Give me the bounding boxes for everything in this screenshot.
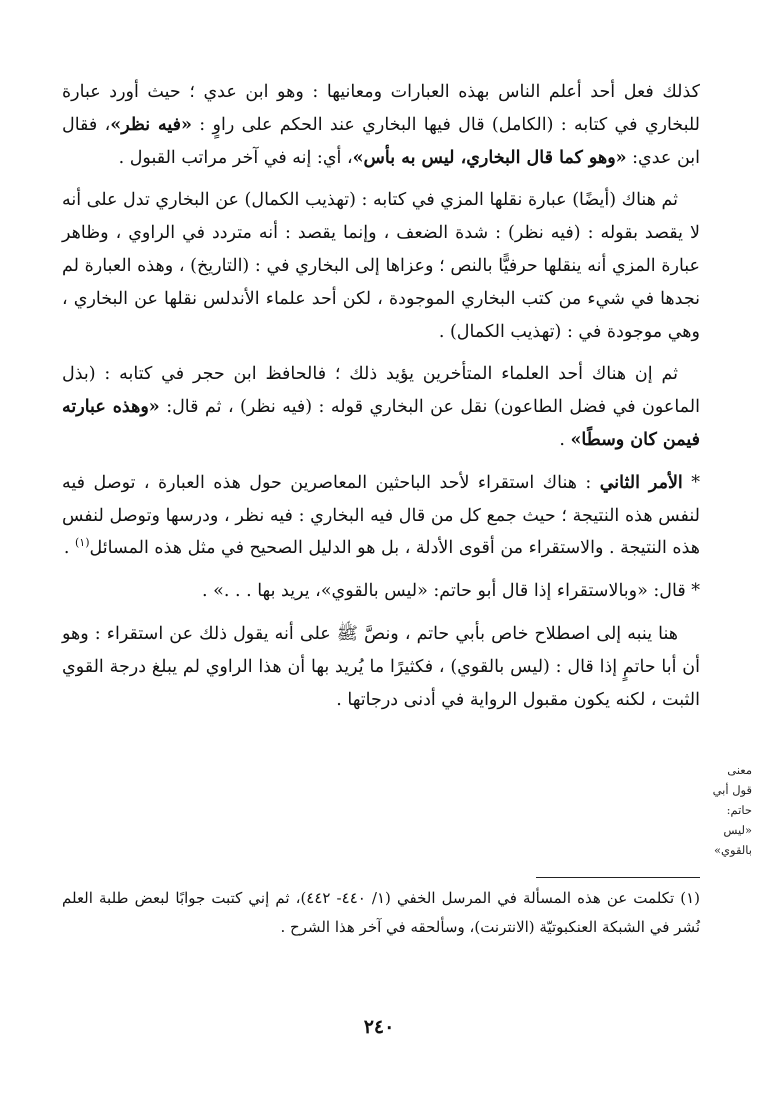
bold-quote: «وهو كما قال البخاري، ليس به بأس» bbox=[352, 147, 627, 168]
text-segment: . bbox=[559, 429, 571, 450]
margin-note: معنى قول أبي حاتم: «ليس بالقوي» bbox=[712, 763, 752, 857]
bold-quote: «وهذه عبارته فيمن كان وسطًا» bbox=[62, 397, 700, 450]
paragraph-second-matter bbox=[62, 467, 700, 565]
paragraph-abu-hatim-explanation bbox=[62, 618, 700, 716]
paragraph-ibn-hajar bbox=[62, 358, 700, 456]
paragraph-ibn-adi bbox=[62, 76, 700, 174]
bold-quote: «فيه نظر» bbox=[110, 114, 192, 135]
text-segment: ثم هناك (أيضًا) عبارة نقلها المزي في كتابه : (تهذيب الكمال) عن البخاري تدل على أنه لا يقصد بقوله : (فيه نظر) : شدة الضعف ، وإنما يقصد : أنه متردد في الراوي ، وظاهر عبارة المزي أنه ينقلها حرفيًّا بالنص ؛ وعزاها إلى البخاري في : (التاريخ) ، وهذه العبارة لم نجدها في شيء من كتب البخاري الموجودة ، لكن أحد علماء الأندلس نقلها عن البخاري ، وهي موجودة في : (تهذيب الكمال) . bbox=[62, 190, 700, 342]
text-segment: ، أي: إنه في آخر مراتب القبول . bbox=[118, 147, 353, 168]
page-number: ٢٤٠ bbox=[363, 1016, 395, 1038]
paragraph-abu-hatim-quote bbox=[62, 575, 700, 608]
footnote: (١) تكلمت عن هذه المسألة في المرسل الخفي (١/ ٤٤٠- ٤٤٢)، ثم إني كتبت جوابًا لبعض طلبة العلم نُشر في الشبكة العنكبوتيّة (الانترنت)، وسألحقه في آخر هذا الشرح . bbox=[62, 889, 700, 936]
text-segment: * قال: «وبالاستقراء إذا قال أبو حاتم: «ليس بالقوي»، يريد بها . . .» . bbox=[201, 581, 700, 602]
text-segment: ، فقال ابن عدي: bbox=[62, 114, 700, 168]
text-segment: هنا ينبه إلى اصطلاح خاص بأبي حاتم ، ونصَّ ﷺ على أنه يقول ذلك عن استقراء : وهو أن أبا حاتمٍ إذا قال : (ليس بالقوي) ، فكثيرًا ما يُريد بها أن هذا الراوي لم يبلغ درجة القوي الثبت ، لكنه يكون مقبول الرواية في أدنى درجاتها . bbox=[62, 623, 700, 710]
footnote-reference[interactable]: (١) bbox=[74, 536, 90, 550]
text-segment: ثم إن هناك أحد العلماء المتأخرين يؤيد ذلك ؛ فالحافظ ابن حجر في كتابه : (بذل الماعون في فضل الطاعون) نقل عن البخاري قوله : (فيه نظر) ، ثم قال: bbox=[62, 364, 700, 418]
paragraph-mizzi bbox=[62, 184, 700, 348]
bullet-marker: * bbox=[682, 472, 700, 493]
text-segment: كذلك فعل أحد أعلم الناس بهذه العبارات ومعانيها : وهو ابن عدي ؛ حيث أورد عبارة للبخاري في كتابه : (الكامل) قال فيها البخاري عند الحكم على راوٍ : bbox=[62, 82, 700, 135]
section-heading: الأمر الثاني bbox=[599, 472, 683, 493]
text-segment: . bbox=[63, 538, 75, 559]
text-segment: : هناك استقراء لأحد الباحثين المعاصرين حول هذه العبارة ، توصل فيه لنفس هذه النتيجة ؛ حيث جمع كل من قال فيه البخاري : فيه نظر ، ودرسها وتوصل لنفس هذه النتيجة . والاستقراء من أقوى الأدلة ، بل هو الدليل الصحيح في مثل هذه المسائل bbox=[62, 472, 700, 559]
footnote-divider bbox=[536, 877, 700, 878]
main-text-column bbox=[62, 76, 700, 726]
